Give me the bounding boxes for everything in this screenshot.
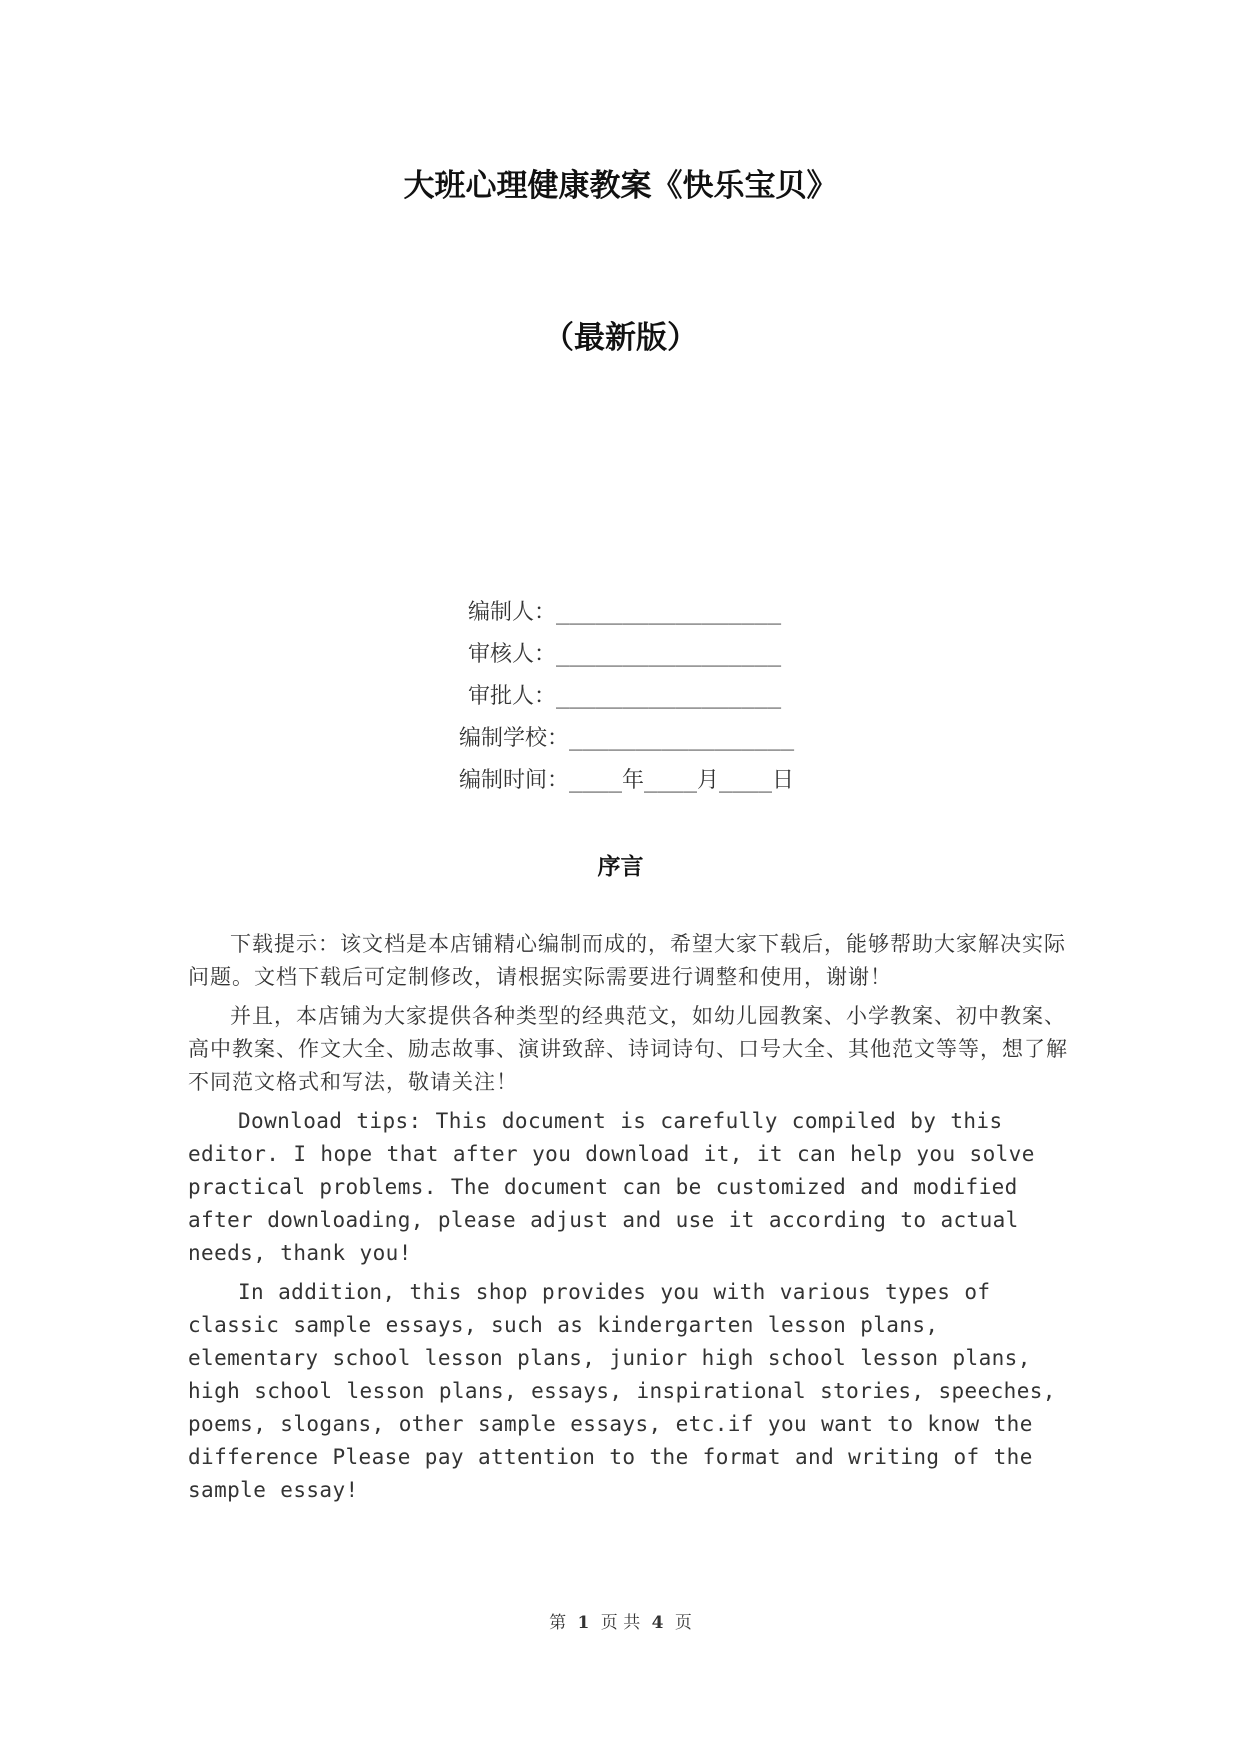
page-footer <box>0 1608 1241 1633</box>
approver-field: _________________ <box>556 684 782 709</box>
compiler-row <box>0 592 1241 634</box>
preface-heading: 序言 <box>597 854 644 880</box>
compiler-field: _________________ <box>556 600 782 625</box>
preface-paragraph-cn-1: 下载提示：该文档是本店铺精心编制而成的，希望大家下载后，能够帮助大家解决实际问题。文档下载后可定制修改，请根据实际需要进行调整和使用，谢谢！ <box>188 932 1066 989</box>
document-subtitle: （最新版） <box>543 320 698 356</box>
reviewer-row <box>0 634 1241 676</box>
total-page-number: 4 <box>651 1613 664 1633</box>
reviewer-field: _________________ <box>556 642 782 667</box>
current-page-number: 1 <box>577 1613 590 1633</box>
footer-middle: 页 共 <box>600 1613 641 1633</box>
preface-paragraph-en-1: Download tips: This document is carefully compiled by this editor. I hope that after you download it, it can help you solve practical problems. The document can be customized and modified after downloading, please adjust and use it according to actual needs, thank you! <box>188 1109 1035 1265</box>
approver-row <box>0 676 1241 718</box>
preface-paragraph-en-2: In addition, this shop provides you with various types of classic sample essays, such as kindergarten lesson plans, elementary school lesson plans, junior high school lesson plans, high school lesson plans, essays, inspirational stories, speeches, poems, slogans, other sample essays, etc.if you want to know the difference Please pay attention to the format and writing of the sample essay! <box>188 1280 1056 1502</box>
school-row <box>0 718 1241 760</box>
footer-prefix: 第 <box>549 1613 567 1633</box>
meta-block <box>0 592 1241 802</box>
school-label: 编制学校： <box>458 726 569 751</box>
school-field: _________________ <box>569 726 795 751</box>
time-row <box>0 760 1241 802</box>
time-label: 编制时间： <box>458 768 569 793</box>
reviewer-label: 审核人： <box>467 642 556 667</box>
footer-suffix: 页 <box>674 1613 692 1633</box>
approver-label: 审批人： <box>467 684 556 709</box>
compiler-label: 编制人： <box>467 600 556 625</box>
document-title: 大班心理健康教案《快乐宝贝》 <box>403 168 838 204</box>
preface-body <box>188 928 1068 1513</box>
time-field: ____年____月____日 <box>569 768 794 793</box>
preface-paragraph-cn-2: 并且，本店铺为大家提供各种类型的经典范文，如幼儿园教案、小学教案、初中教案、高中教案、作文大全、励志故事、演讲致辞、诗词诗句、口号大全、其他范文等等，想了解不同范文格式和写法，敬请关注！ <box>188 1004 1068 1094</box>
